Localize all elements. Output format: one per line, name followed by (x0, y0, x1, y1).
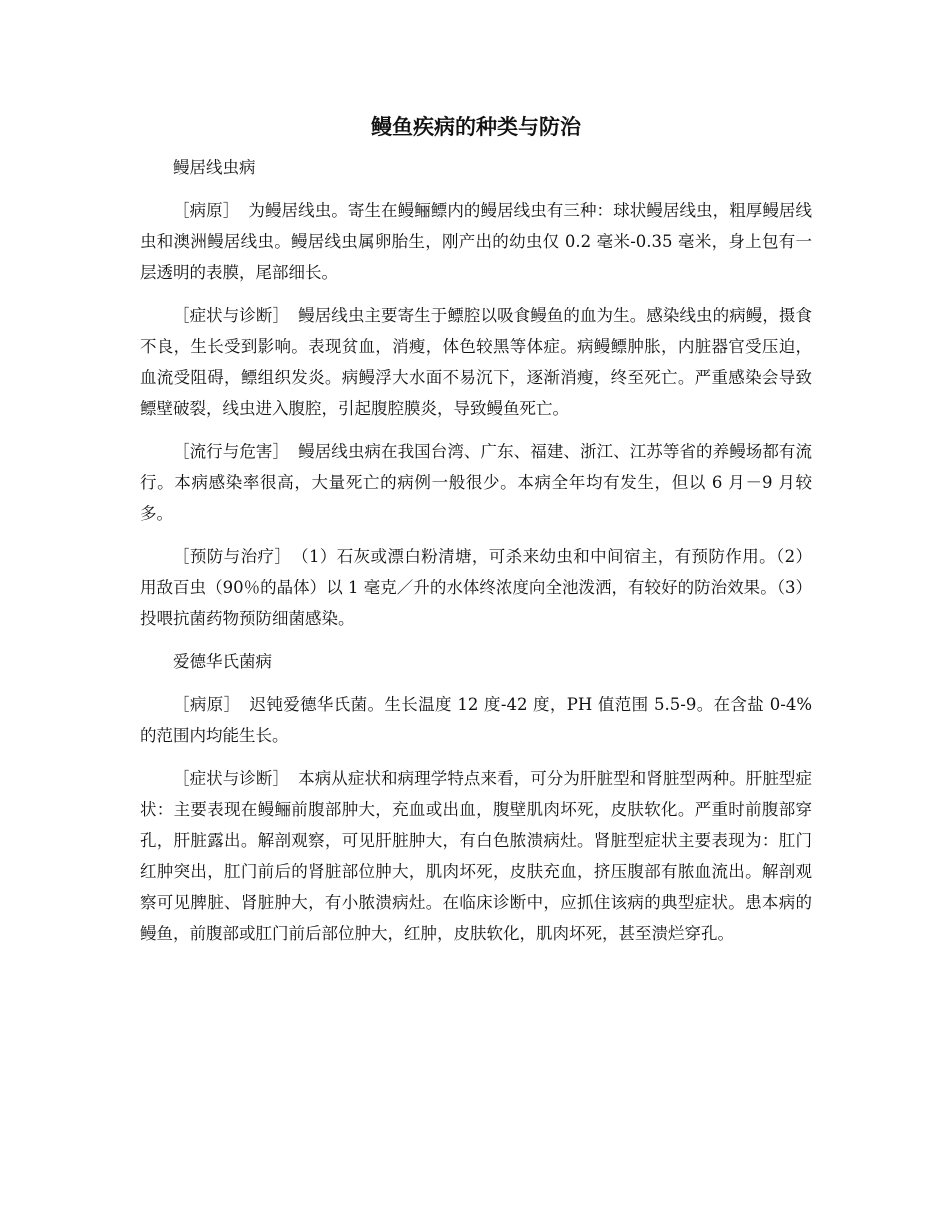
paragraph-nematode-epidemic (140, 436, 812, 529)
label-cause: ［病原］ (173, 695, 241, 714)
section-heading-edwardsiella: 爱德华氏菌病 (173, 652, 272, 671)
text-symptom: 鳗居线虫主要寄生于鳔腔以吸食鳗鱼的血为生。感染线虫的病鳗，摄食不良，生长受到影响。表现贫血，消瘦，体色较黑等体症。病鳗鳔肿胀，内脏器官受压迫，血流受阻碍，鳔组织发炎。病鳗浮大水面不易沉下，逐渐消瘦，终至死亡。严重感染会导致鳔壁破裂，线虫进入腹腔，引起腹腔膜炎，导致鳗鱼死亡。 (140, 306, 813, 418)
paragraph-edwardsiella-cause (140, 689, 812, 751)
document-title: 鳗鱼疾病的种类与防治 (371, 115, 581, 139)
paragraph-nematode-symptom (140, 300, 812, 424)
label-symptom: ［症状与诊断］ (173, 306, 290, 325)
document-body (140, 112, 812, 961)
section-heading-nematode: 鳗居线虫病 (173, 158, 256, 177)
label-symptom: ［症状与诊断］ (173, 769, 290, 788)
paragraph-nematode-cause (140, 195, 812, 288)
text-cause: 迟钝爱德华氏菌。生长温度 12 度-42 度，PH 值范围 5.5-9。在含盐 0-4%的范围内均能生长。 (140, 695, 812, 745)
label-epidemic: ［流行与危害］ (173, 442, 290, 461)
paragraph-edwardsiella-symptom (140, 763, 812, 949)
text-cause: 为鳗居线虫。寄生在鳗鲡鳔内的鳗居线虫有三种：球状鳗居线虫，粗厚鳗居线虫和澳洲鳗居线虫。鳗居线虫属卵胎生，刚产出的幼虫仅 0.2 毫米-0.35 毫米，身上包有一层透明的表膜，尾部细长。 (140, 201, 813, 282)
text-symptom: 本病从症状和病理学特点来看，可分为肝脏型和肾脏型两种。肝脏型症状：主要表现在鳗鲡前腹部肿大，充血或出血，腹壁肌肉坏死，皮肤软化。严重时前腹部穿孔，肝脏露出。解剖观察，可见肝脏肿大，有白色脓溃病灶。肾脏型症状主要表现为：肛门红肿突出，肛门前后的肾脏部位肿大，肌肉坏死，皮肤充血，挤压腹部有脓血流出。解剖观察可见脾脏、肾脏肿大，有小脓溃病灶。在临床诊断中，应抓住该病的典型症状。患本病的鳗鱼，前腹部或肛门前后部位肿大，红肿，皮肤软化，肌肉坏死，甚至溃烂穿孔。 (140, 769, 813, 943)
label-treatment: ［预防与治疗］ (173, 547, 292, 566)
text-epidemic: 鳗居线虫病在我国台湾、广东、福建、浙江、江苏等省的养鳗场都有流行。本病感染率很高，大量死亡的病例一般很少。本病全年均有发生，但以 6 月－9 月较多。 (140, 442, 813, 523)
paragraph-nematode-treatment (140, 541, 812, 634)
label-cause: ［病原］ (173, 201, 240, 220)
text-treatment: （1）石灰或漂白粉清塘，可杀来幼虫和中间宿主，有预防作用。（2）用敌百虫（90％的晶体）以 1 毫克／升的水体终浓度向全池泼洒，有较好的防治效果。（3）投喂抗菌药物预防细菌感染。 (140, 547, 813, 628)
